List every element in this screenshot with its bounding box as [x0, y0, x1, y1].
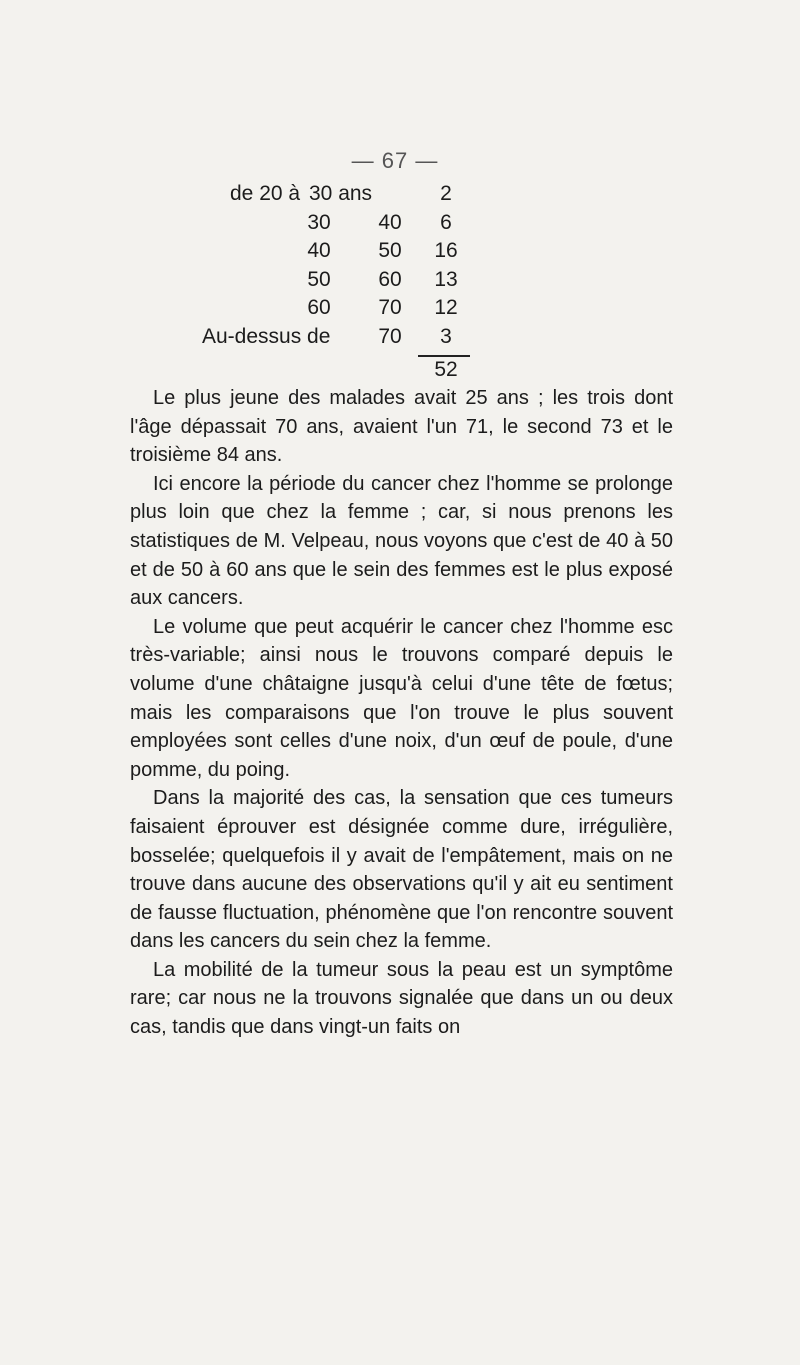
row-to: 50 — [378, 239, 402, 263]
sum-rule — [418, 355, 470, 357]
paragraph: Le plus jeune des malades avait 25 ans ; les trois dont l'âge dépassait 70 ans, avaient l'un 71, le second 73 et le troisième 84 ans. — [130, 387, 673, 467]
row-count: 2 — [440, 182, 452, 205]
row-count: 6 — [440, 210, 452, 234]
paragraph: La mobilité de la tumeur sous la peau est un symptôme rare; car nous ne la trouvons signalée que dans un ou deux cas, tandis que dans vingt-un faits on — [130, 958, 673, 1039]
row-to: 70 — [378, 296, 402, 320]
row-count: 13 — [434, 267, 458, 291]
table-total: 52 — [434, 358, 458, 381]
page-number: — 67 — — [351, 148, 439, 173]
row-count: 3 — [440, 324, 452, 348]
row-from: 30 — [307, 210, 331, 234]
row-from: 60 — [307, 296, 331, 320]
row-label: de 20 à — [230, 182, 301, 205]
row-to: 30 ans — [309, 182, 373, 205]
body-text — [130, 384, 673, 1042]
paragraph: Dans la majorité des cas, la sensation que ces tumeurs faisaient éprouver est désignée comme dure, irrégulière, bosselée; quelquefois il y avait de l'empâtement, mais on ne trouve dans aucune des observations qu'il y ait eu sentiment de fausse fluctuation, phénomène que l'on rencontre souvent dans les cancers du sein chez la femme. — [130, 787, 673, 953]
row-from: 40 — [307, 239, 331, 263]
row-to: 70 — [378, 324, 402, 348]
row-from: 50 — [307, 267, 331, 291]
row-to: 60 — [378, 267, 402, 291]
paragraph: Le volume que peut acquérir le cancer chez l'homme esc très-variable; ainsi nous le trouvons comparé depuis le volume d'une châtaigne jusqu'à celui d'une tête de fœtus; mais les comparaisons que l'on trouve le plus souvent employées sont celles d'une noix, d'un œuf de poule, d'une pomme, du poing. — [130, 615, 673, 781]
row-count: 16 — [434, 239, 458, 263]
row-label: Au-dessus de — [202, 324, 331, 348]
paragraph: Ici encore la période du cancer chez l'homme se prolonge plus loin que chez la femme ; car, si nous prenons les statistiques de M. Velpeau, nous voyons que c'est de 40 à 50 et de 50 à 60 ans que le sein des femmes est le plus exposé aux cancers. — [130, 472, 673, 610]
row-count: 12 — [434, 296, 458, 320]
row-to: 40 — [378, 210, 402, 234]
